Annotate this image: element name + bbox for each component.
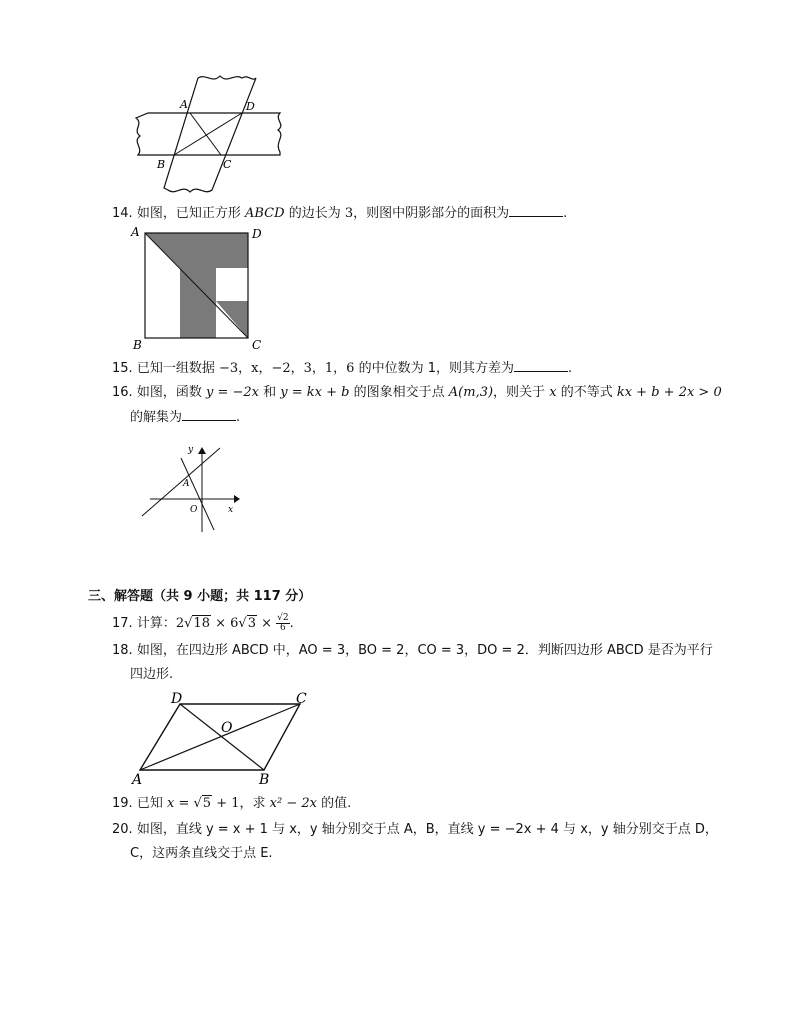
q15-answer-blank <box>514 359 568 372</box>
figure-16-graph <box>138 440 248 536</box>
figure-14-square <box>128 222 268 352</box>
q14-answer-blank <box>509 204 563 217</box>
question-18-line1 <box>112 642 713 660</box>
q16-and: 和 <box>263 385 277 400</box>
line-y-neg2x <box>181 458 214 530</box>
q19-x-eq: x = <box>166 796 190 811</box>
q20-number: 20. <box>112 822 133 837</box>
q15-data: −3，x，−2，3，1，6 <box>218 361 355 376</box>
q17-fraction <box>276 614 289 633</box>
q16-var: x <box>549 385 557 400</box>
fig18-label-o: O <box>221 720 233 736</box>
q14-end: . <box>563 206 568 221</box>
slanted-strip <box>164 76 256 192</box>
q17-times-6: × 6 <box>215 616 239 631</box>
q17-fraction-denominator: 6 <box>280 623 286 633</box>
q20-text-line2: C，这两条直线交于点 E. <box>130 846 273 861</box>
q14-text-mid: 的边长为 <box>288 206 341 221</box>
fig14-label-b: B <box>133 338 142 352</box>
q17-radicand-1: 18 <box>193 616 210 631</box>
q18-number: 18. <box>112 643 133 658</box>
figure-13-strips <box>130 72 290 196</box>
q18-text-line1: 如图，在四边形 ABCD 中，AO = 3，BO = 2，CO = 3，DO = 2．判断四边形 ABCD 是否为平行 <box>136 643 713 658</box>
question-15 <box>112 359 572 378</box>
q16-point: A(m,3) <box>448 385 494 400</box>
fig16-label-y: y <box>188 445 194 455</box>
q19-text-post: 的值. <box>321 796 352 811</box>
diagonal-bd <box>180 704 264 770</box>
q19-plus: + 1，求 <box>216 796 266 811</box>
q17-times: × <box>261 616 273 631</box>
question-14 <box>112 204 567 223</box>
q17-sqrt-sign-1: √ <box>184 616 193 631</box>
q15-end: . <box>568 361 573 376</box>
q14-number: 14. <box>112 206 133 221</box>
q14-text-pre: 如图，已知正方形 <box>136 206 241 221</box>
fig16-label-x: x <box>228 505 234 515</box>
question-20-line1 <box>112 821 718 839</box>
fig18-label-c: C <box>296 691 307 707</box>
fig14-label-a: A <box>131 225 140 239</box>
question-16-line2 <box>130 408 240 427</box>
q14-square-name: ABCD <box>244 206 285 221</box>
question-20-line2 <box>130 845 273 863</box>
fig18-label-a: A <box>132 772 143 788</box>
q14-text-post: ，则图中阴影部分的面积为 <box>353 206 510 221</box>
q14-side: 3 <box>344 206 354 221</box>
q19-sqrt-sign: √ <box>193 796 202 811</box>
diagonal-bd <box>174 113 242 155</box>
q16-text-after: ，则关于 <box>493 385 546 400</box>
q16-inequality: kx + b + 2x > 0 <box>616 385 722 400</box>
q19-number: 19. <box>112 796 133 811</box>
fig13-label-c: C <box>223 158 232 171</box>
fig14-label-c: C <box>252 338 262 352</box>
section-3-heading: 三、解答题（共 9 小题；共 117 分） <box>88 589 312 604</box>
fig16-label-a: A <box>183 479 190 489</box>
fig13-label-a: A <box>180 98 188 111</box>
diagonal-ac <box>140 704 300 770</box>
q16-number: 16. <box>112 385 133 400</box>
q17-radicand-2: 3 <box>247 616 256 631</box>
fig13-label-d: D <box>246 100 255 113</box>
question-17 <box>112 614 294 633</box>
q16-text-pre: 如图，函数 <box>136 385 202 400</box>
q19-expression: x² − 2x <box>269 796 317 811</box>
figure-18-parallelogram <box>128 688 328 788</box>
q19-text-pre: 已知 <box>136 796 163 811</box>
q17-end: . <box>289 616 294 631</box>
q16-text-line2: 的解集为 <box>130 410 183 425</box>
fig16-label-o: O <box>190 505 198 515</box>
q17-sqrt-sign-2: √ <box>238 616 247 631</box>
question-18-line2 <box>130 666 173 684</box>
q19-radicand: 5 <box>202 796 212 811</box>
fig18-label-d: D <box>171 691 183 707</box>
q16-function-2: y = kx + b <box>280 385 350 400</box>
x-axis-arrow <box>234 495 240 503</box>
q16-function-1: y = −2x <box>205 385 259 400</box>
fig14-label-d: D <box>252 227 262 241</box>
question-19 <box>112 795 351 813</box>
q20-text-line1: 如图，直线 y = x + 1 与 x，y 轴分别交于点 A，B，直线 y = −2x + 4 与 x，y 轴分别交于点 D， <box>136 822 718 837</box>
q15-number: 15. <box>112 361 133 376</box>
fig18-label-b: B <box>259 772 270 788</box>
q15-text-pre: 已知一组数据 <box>136 361 215 376</box>
q16-answer-blank <box>182 408 236 421</box>
q16-end: . <box>236 410 241 425</box>
q17-text-pre: 计算： <box>136 616 176 631</box>
q15-text-post: 的中位数为 1，则其方差为 <box>358 361 515 376</box>
question-16-line1 <box>112 384 722 402</box>
q16-text-mid: 的图象相交于点 <box>353 385 445 400</box>
q17-coef: 2 <box>175 616 185 631</box>
y-axis-arrow <box>198 447 206 454</box>
q17-fraction-numerator: √2 <box>277 613 289 623</box>
fig13-label-b: B <box>157 158 166 171</box>
q17-number: 17. <box>112 616 133 631</box>
q18-text-line2: 四边形. <box>130 667 174 682</box>
diagonal-ac <box>190 113 221 155</box>
q16-ineq-pre: 的不等式 <box>560 385 613 400</box>
